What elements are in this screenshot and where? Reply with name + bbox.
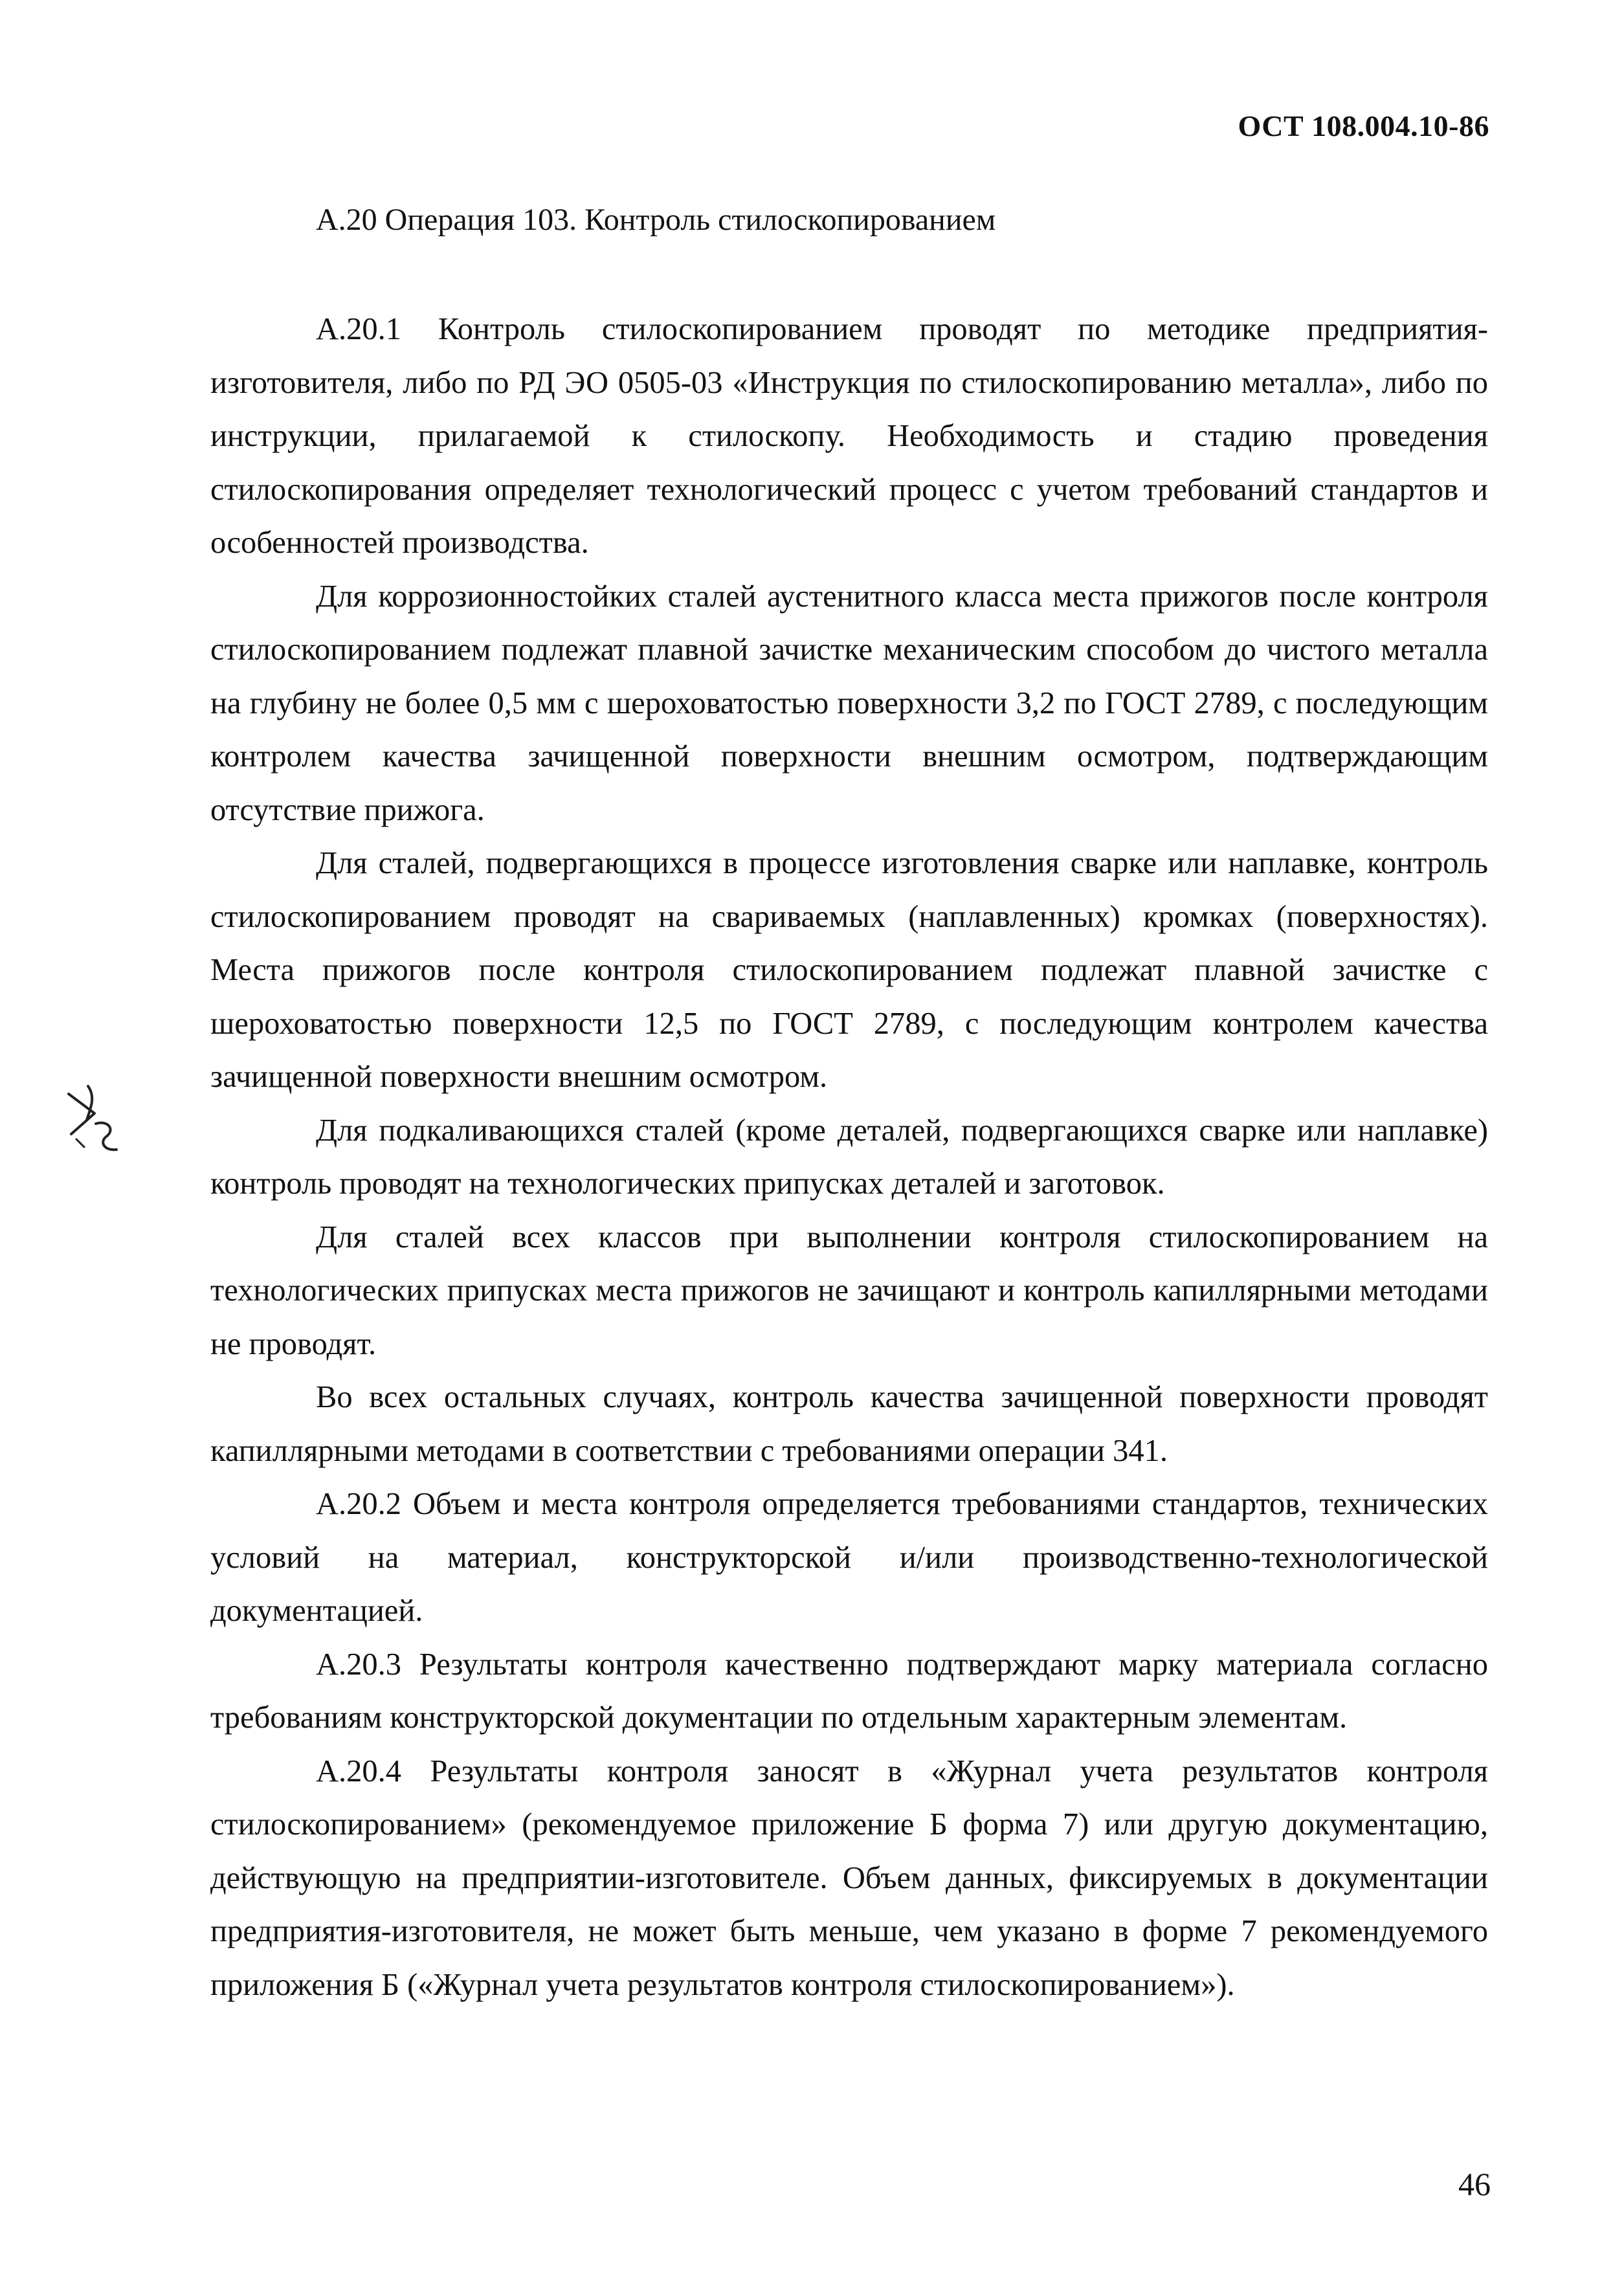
- handwritten-margin-mark: [57, 1075, 135, 1165]
- paragraph-other-cases: Во всех остальных случаях, контроль качества зачищенной поверхности проводят капиллярными методами в соответствии с требованиями операции 341.: [210, 1380, 1488, 1468]
- document-code: ОСТ 108.004.10-86: [1238, 109, 1489, 142]
- paragraph-a20-1: А.20.1 Контроль стилоскопированием проводят по методике предприятия-изготовителя, либо по РД ЭО 0505-03 «Инструкция по стилоскопированию металла», либо по инструкции, прилагаемой к стилоскопу. Необходимость и стадию проведения стилоскопирования определяет технологический процесс с учетом требований стандартов и особенностей производства.: [210, 312, 1488, 560]
- page-number: 46: [1458, 2166, 1491, 2202]
- body-text: [210, 303, 1488, 2012]
- paragraph-a20-4: А.20.4 Результаты контроля заносят в «Журнал учета результатов контроля стилоскопированием» (рекомендуемое приложение Б форма 7) или другую документацию, действующую на предприятии-изготовителе. Объем данных, фиксируемых в документации предприятия-изготовителя, не может быть меньше, чем указано в форме 7 рекомендуемого приложения Б («Журнал учета результатов контроля стилоскопированием»).: [210, 1754, 1488, 2002]
- paragraph-austenitic-steels: Для коррозионностойких сталей аустенитного класса места прижогов после контроля стилоскопированием подлежат плавной зачистке механическим способом до чистого металла на глубину не более 0,5 мм с шероховатостью поверхности 3,2 по ГОСТ 2789, с последующим контролем качества зачищенной поверхности внешним осмотром, подтверждающим отсутствие прижога.: [210, 579, 1488, 827]
- paragraph-welded-steels: Для сталей, подвергающихся в процессе изготовления сварке или наплавке, контроль стилоскопированием проводят на свариваемых (наплавленных) кромках (поверхностях). Места прижогов после контроля стилоскопированием подлежат плавной зачистке с шероховатостью поверхности 12,5 по ГОСТ 2789, с последующим контролем качества зачищенной поверхности внешним осмотром.: [210, 846, 1488, 1094]
- section-title: А.20 Операция 103. Контроль стилоскопированием: [316, 203, 996, 237]
- paragraph-a20-2: А.20.2 Объем и места контроля определяется требованиями стандартов, технических условий на материал, конструкторской и/или производственно-технологической документацией.: [210, 1487, 1488, 1628]
- paragraph-a20-3: А.20.3 Результаты контроля качественно подтверждают марку материала согласно требованиям конструкторской документации по отдельным характерным элементам.: [210, 1647, 1488, 1735]
- paragraph-hardening-steels: Для подкаливающихся сталей (кроме деталей, подвергающихся сварке или наплавке) контроль проводят на технологических припусках деталей и заготовок.: [210, 1113, 1488, 1201]
- paragraph-all-steel-classes: Для сталей всех классов при выполнении контроля стилоскопированием на технологических припусках места прижогов не зачищают и контроль капиллярными методами не проводят.: [210, 1219, 1488, 1361]
